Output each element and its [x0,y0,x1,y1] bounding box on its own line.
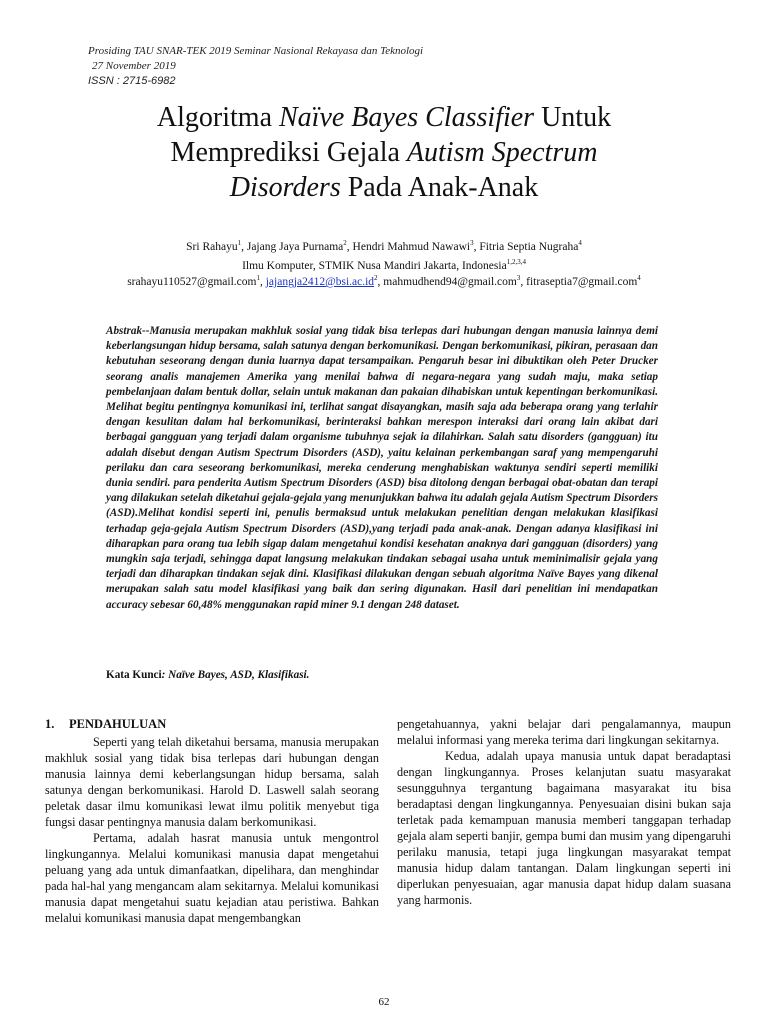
section-number: 1. [45,717,55,731]
keywords-label: Kata Kunci [106,669,162,681]
keywords [106,669,658,681]
title-part: Untuk [534,102,612,133]
email-sup: 1 [256,274,260,282]
paragraph: Pertama, adalah hasrat manusia untuk mengontrol lingkungannya. Melalui komunikasi manusia dapat mengetahui peluang yang ada untuk dimanfaatkan, dipelihara, dan menghindar pada hal-hal yang mengancam alam sekitarnya. Melalui komunikasi manusia dapat mengetahui suatu kejadian atau peristiwa. Bahkan melalui komunikasi manusia dapat mengembangkan [45,831,379,925]
email-sup: 2 [374,274,378,282]
title-part-italic: Disorders [229,172,341,203]
author-sup: 4 [578,239,582,247]
author-sup: 1 [237,239,242,247]
paragraph: Seperti yang telah diketahui bersama, manusia merupakan makhluk sosial yang tidak bisa terlepas dari hubungan dengan manusia lainnya demi keberlangsungan hidup bersama, salah satunya dengan berkomunikasi. Harold D. Laswell salah seorang peletak dasar ilmu komunikasi lewat ilmu politik menyebut tiga fungsi dasar pentingnya manusia dalam berkomunikasi. [45,735,379,829]
email: srahayu110527@gmail.com [127,275,257,288]
author-name: Sri Rahayu [186,240,238,253]
page-number: 62 [378,996,390,1008]
email-sup: 3 [516,274,521,282]
title-part: Memprediksi Gejala [170,137,407,168]
title-part-italic: Autism Spectrum [406,137,598,168]
proceedings-issn: ISSN : 2715-6982 [88,75,176,87]
affiliation-sup: 1,2,3,4 [506,257,526,266]
title-part-italic: Naïve Bayes Classifier [279,102,535,133]
proceedings-date: 27 November 2019 [92,60,176,72]
right-column [397,716,731,908]
author-sup: 2 [343,239,347,247]
author-sup: 3 [470,239,474,247]
paragraph: Kedua, adalah upaya manusia untuk dapat beradaptasi dengan lingkungannya. Proses kelanjutan suatu masyarakat sesungguhnya tergantung bagaimana masyarakat itu bisa beradaptasi dengan lingkungannya. Penyesuaian disini bukan saja terletak pada kemampuan manusia memberi tanggapan terhadap gejala alam seperti banjir, gempa bumi dan musim yang dipengaruhi perilaku manusia, tetapi juga lingkungan masyarakat tempat manusia hidup dalam tantangan. Dalam lingkungan seperti ini diperlukan penyesuaian, agar manusia dapat hidup dalam suasana yang harmonis. [397,749,731,907]
paper-title [90,100,678,205]
author-name: , Fitria Septia Nugraha [473,240,579,253]
title-part: Algoritma [156,102,279,133]
email-link[interactable]: jajangja2412@bsi.ac.id [265,275,375,288]
author-name: , Jajang Jaya Purnama [241,240,344,253]
section-title: PENDAHULUAN [69,717,167,731]
email-sup: 4 [637,274,641,282]
paragraph: pengetahuannya, yakni belajar dari pengalamannya, maupun melalui informasi yang mereka terima dari lingkungan sekitarnya. [397,717,731,747]
proceedings-name: Prosiding TAU SNAR-TEK 2019 Seminar Nasional Rekayasa dan Teknologi [88,45,424,57]
keywords-value: : Naïve Bayes, ASD, Klasifikasi. [161,669,310,681]
affiliation: Ilmu Komputer, STMIK Nusa Mandiri Jakarta, Indonesia [242,259,507,272]
email-separator: , [259,275,266,288]
section-heading [45,716,379,732]
left-column [45,716,379,926]
author-list [80,236,688,274]
email: , mahmudhend94@gmail.com [377,275,517,288]
proceedings-header [88,44,423,89]
abstract: Abstrak--Manusia merupakan makhluk sosial yang tidak bisa terlepas dari hubungan dengan manusia lainnya demi keberlangsungan hidup bersama, salah satunya dengan berkomunikasi. Dengan berkomunikasi, pikiran, perasaan dan kebutuhan seseorang dengan dunia luarnya dapat tersampaikan. Pengaruh besar ini dibuktikan oleh Peter Drucker seorang analis manajemen Amerika yang menilai bahwa di negara-negara yang sudah maju, maka setiap pembelanjaan dalam bentuk dollar, selain untuk makanan dan pakaian dihabiskan untuk kepentingan berkomunikasi. Melihat begitu pentingnya komunikasi ini, terlihat sangat disayangkan, masih saja ada beberapa orang yang terlahir dengan kesulitan dalam hal berkomunikasi, berinteraksi bahkan merespon interaksi dari orang lain akibat dari berbagai gangguan yang terjadi dalam organisme tubuhnya sejak ia dilahirkan. Salah satu disorders (gangguan) itu adalah disebut dengan Autism Spectrum Disorders (ASD), yaitu kelainan perkembangan saraf yang mempengaruhi perilaku dan cara seseorang berkomunikasi, mereka cenderung menghabiskan waktunya sendiri seperti memiliki dunia sendiri. para penderita Autism Spectrum Disorders (ASD) bisa ditolong dengan berbagai obat-obatan dan terapi yang dilakukan setelah diketahui gejala-gejala yang menunjukkan bahwa itu adalah gejala Autism Spectrum Disorders (ASD).Melihat kondisi seperti ini, penulis bermaksud untuk melakukan penelitian dengan melakukan klasifikasi terhadap geja-gejala Autism Spectrum Disorders (ASD),yang terjadi pada anak-anak. Dengan adanya klasifikasi ini diharapkan para orang tua lebih sigap dalam mengetahui kondisi kesehatan anaknya dari gangguan (disorders) yang mungkin saja terjadi, sehingga dapat langsung melakukan tindakan sebagai usaha untuk meminimalisir gejala yang terjadi dan diharapkan tindakan sejak dini. Klasifikasi dilakukan dengan sebuah algoritma Naïve Bayes yang dikenal merupakan salah satu model klasifikasi yang baik dan sering digunakan. Hasil dari penelitian ini mendapatkan accuracy sebesar 60,48% menggunakan rapid miner 9.1 dengan 248 dataset. [106,325,658,611]
email: , fitraseptia7@gmail.com [520,275,638,288]
title-part: Pada Anak-Anak [340,172,539,203]
author-name: , Hendri Mahmud Nawawi [346,240,471,253]
author-emails [60,274,708,288]
